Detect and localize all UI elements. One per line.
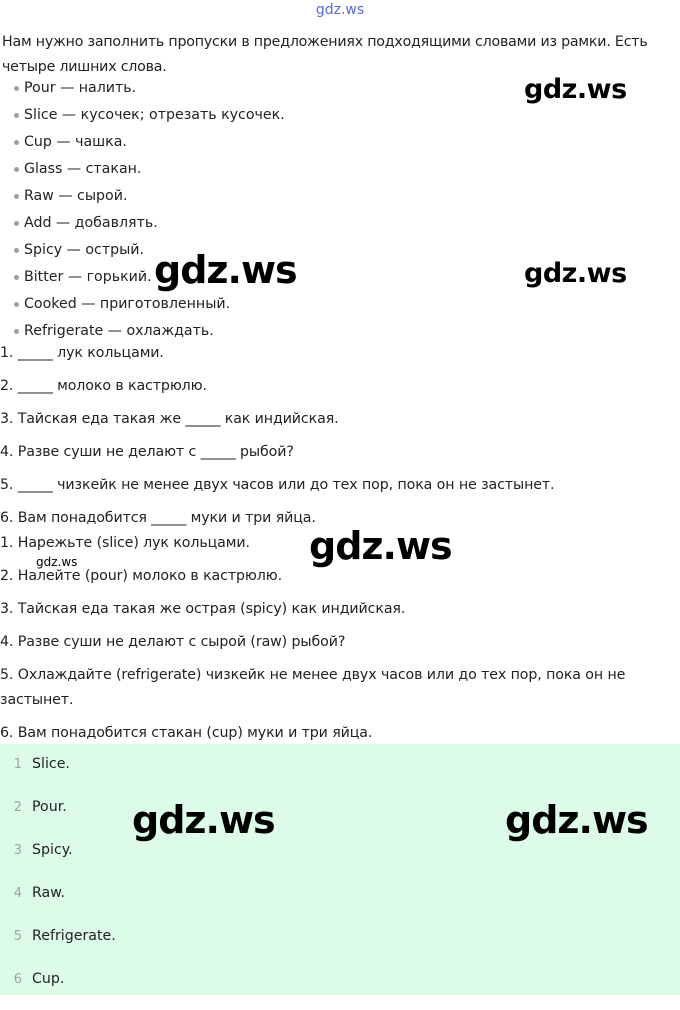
task-instructions: Нам нужно заполнить пропуски в предложениях подходящими словами из рамки. Есть четыре лишних слова. <box>2 34 648 75</box>
vocabulary-item: Cup — чашка. <box>0 130 285 157</box>
answer-number: 5 <box>13 929 22 944</box>
vocabulary-item: Add — добавлять. <box>0 211 285 238</box>
bullet-icon <box>14 248 19 253</box>
watermark-text: gdz.ws <box>132 798 275 842</box>
vocabulary-item: Spicy — острый. <box>0 238 285 265</box>
vocabulary-item: Bitter — горький. <box>0 265 285 292</box>
answer-value: Cup. <box>32 971 65 987</box>
task-sentence: 5. _____ чизкейк не менее двух часов или до тех пор, пока он не застынет. <box>0 477 555 493</box>
vocabulary-item: Slice — кусочек; отрезать кусочек. <box>0 103 285 130</box>
watermark-text: gdz.ws <box>154 248 297 292</box>
short-answer-item <box>0 795 116 838</box>
short-answer-item <box>0 924 116 967</box>
bullet-icon <box>14 329 19 334</box>
answer-number: 6 <box>13 972 22 987</box>
answer-number: 3 <box>13 843 22 858</box>
vocabulary-item: Cooked — приготовленный. <box>0 292 285 319</box>
watermark-text: gdz.ws <box>36 555 78 569</box>
task-sentences <box>0 341 554 539</box>
watermark-text: gdz.ws <box>309 524 452 568</box>
task-sentence: 4. Разве суши не делают с _____ рыбой? <box>0 444 294 460</box>
vocabulary-item: Refrigerate — охлаждать. <box>0 319 285 346</box>
vocabulary-item: Pour — налить. <box>0 76 285 103</box>
short-answer-item <box>0 881 116 924</box>
answer-value: Slice. <box>32 756 70 772</box>
answer-box <box>0 744 680 995</box>
answer-number: 4 <box>13 886 22 901</box>
answer-sentence: 2. Налейте (pour) молоко в кастрюлю. <box>0 568 282 584</box>
answer-sentence: 3. Тайская еда такая же острая (spicy) как индийская. <box>0 601 406 617</box>
answer-number: 2 <box>13 800 22 815</box>
task-sentence: 3. Тайская еда такая же _____ как индийская. <box>0 411 339 427</box>
short-answer-list <box>0 752 116 1010</box>
answer-value: Raw. <box>32 885 66 901</box>
task-sentence: 2. _____ молоко в кастрюлю. <box>0 378 207 394</box>
short-answer-item <box>0 752 116 795</box>
task-sentence: 1. _____ лук кольцами. <box>0 345 164 361</box>
answer-sentence: 4. Разве суши не делают с сырой (raw) рыбой? <box>0 634 346 650</box>
bullet-icon <box>14 86 19 91</box>
bullet-icon <box>14 275 19 280</box>
vocabulary-list <box>0 76 285 346</box>
watermark-text: gdz.ws <box>524 258 627 289</box>
bullet-icon <box>14 302 19 307</box>
answer-value: Spicy. <box>32 842 73 858</box>
bullet-icon <box>14 221 19 226</box>
answer-sentence: 5. Охлаждайте (refrigerate) чизкейк не менее двух часов или до тех пор, пока он не застынет. <box>0 667 626 708</box>
watermark-text: gdz.ws <box>505 798 648 842</box>
bullet-icon <box>14 140 19 145</box>
bullet-icon <box>14 167 19 172</box>
bullet-icon <box>14 113 19 118</box>
vocabulary-item: Raw — сырой. <box>0 184 285 211</box>
bullet-icon <box>14 194 19 199</box>
answer-number: 1 <box>13 757 22 772</box>
watermark-text: gdz.ws <box>524 74 627 105</box>
header-watermark[interactable]: gdz.ws <box>315 2 365 18</box>
answer-value: Pour. <box>32 799 67 815</box>
short-answer-item <box>0 838 116 881</box>
answer-sentence: 6. Вам понадобится стакан (cup) муки и три яйца. <box>0 725 373 741</box>
vocabulary-item: Glass — стакан. <box>0 157 285 184</box>
answer-value: Refrigerate. <box>32 928 116 944</box>
task-sentence: 6. Вам понадобится _____ муки и три яйца. <box>0 510 316 526</box>
short-answer-item <box>0 967 116 1010</box>
answer-sentence: 1. Нарежьте (slice) лук кольцами. <box>0 535 250 551</box>
